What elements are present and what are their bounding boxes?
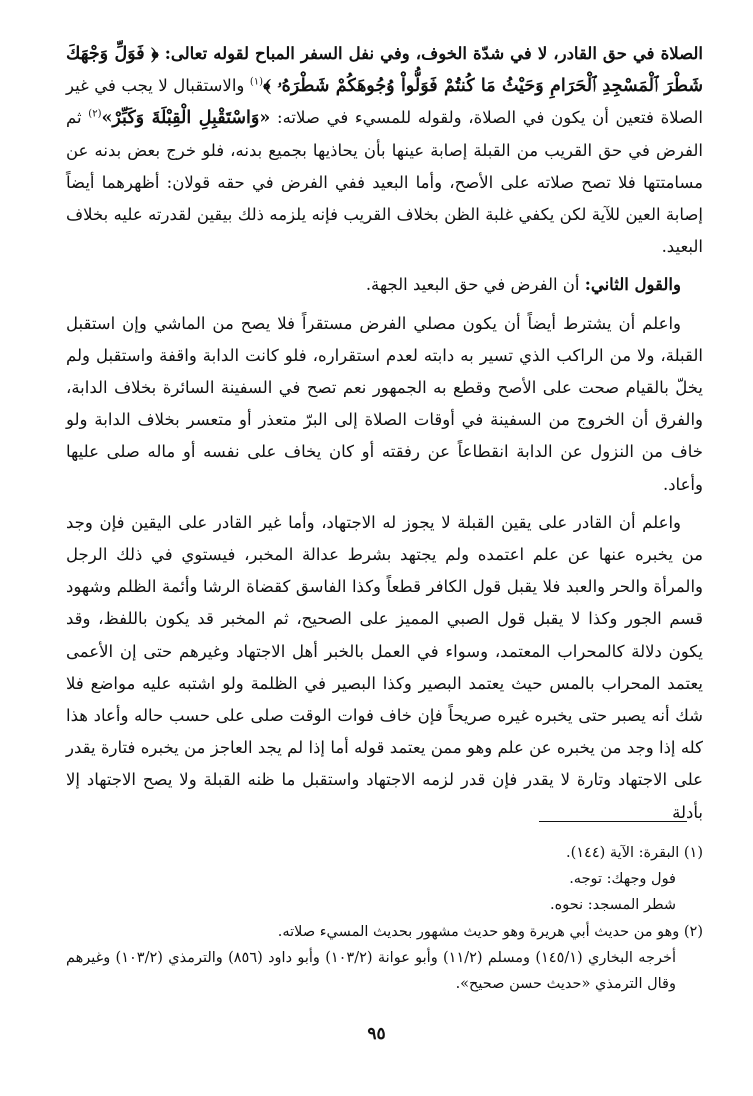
p1-sentence-2: والاستقبال لا يجب في غير الصلاة فتعين أن يكون في الصلاة، ولقوله للمسيء في صلاته: (66, 76, 703, 128)
p1-sentence-1: الصلاة في حق القادر، لا في شدّة الخوف، وفي نفل السفر المباح لقوله تعالى: (158, 44, 703, 63)
second-opinion-text: أن الفرض في حق البعيد الجهة. (365, 275, 585, 295)
paragraph-3: واعلم أن يشترط أيضاً أن يكون مصلي الفرض مستقراً فلا يصح من الماشي وإن استقبل القبلة، ولا من الراكب الذي تسير به دابته لعدم استقراره، فلو كانت الدابة واقفة واستقبل ولم يخلّ بالقيام صحت على الأصح وقطع به الجمهور نعم تصح في السفينة السائرة بخلاف الدابة، والفرق أن الخروج من السفينة في أوقات الصلاة إلى البرّ متعذر أو متعسر بخلاف الدابة ولو خاف من النزول عن الدابة انقطاعاً عن رفقته أو كان يخاف على نفسه أو ماله صلى عليها وأعاد. (66, 313, 703, 494)
main-text (66, 38, 703, 835)
second-opinion-label: والقول الثاني: (584, 275, 681, 295)
paragraph-2 (66, 269, 703, 301)
footnote-ref-1: (١) (249, 76, 264, 88)
footnote-2: (٢) وهو من حديث أبي هريرة وهو حديث مشهور بحديث المسيء صلاته. (277, 923, 703, 940)
paragraph-1 (66, 38, 703, 263)
paragraph-4: واعلم أن القادر على يقين القبلة لا يجوز له الاجتهاد، وأما غير القادر على اليقين فإن وجد من يخبره عنها عن علم اعتمده ولم يجتهد بشرط عدالة المخبر، فيستوي في ذلك الرجل والمرأة والحر والعبد فلا يقبل قول الكافر قطعاً وكذا الفاسق كقضاة الرشا وأئمة الظلم وشهود قسم الجور وكذا لا يقبل قول الصبي المميز على الصحيح، ثم المخبر قد يكون باللفظ، وقد يكون دلالة كالمحراب المعتمد، وسواء في العمل بالخبر أهل الاجتهاد وغيرهم حتى إن الأعمى يعتمد المحراب بالمس حيث يعتمد البصير وكذا البصير في الظلمة ولو اشتبه عليه مواضع فلا شك أنه يصبر حتى يخبره غيره صريحاً فإن خاف فوات الوقت صلى على حسب حاله وأعاد هذا كله إذا وجد من يخبره عن علم وهو ممن يعتمد قوله أما إذا لم يجد العاجز من يخبره فتارة يقدر على الاجتهاد وتارة لا يقدر فإن قدر لزمه الاجتهاد واستقبل ما ظنه القبلة ولا يصح الاجتهاد إلا بأدلة (66, 512, 703, 822)
footnote-1-gloss-1: فول وجهك: توجه. (569, 871, 676, 888)
hadith-quote: «وَاسْتَقْبِلِ الْقِبْلَةَ وَكَبِّرْ» (101, 108, 271, 129)
page-number: ٩٥ (367, 1024, 386, 1044)
footnote-1-gloss-2: شطر المسجد: نحوه. (550, 897, 676, 914)
footnote-separator (539, 821, 687, 822)
footnote-2-sources: أخرجه البخاري (١٤٥/١) ومسلم (١١/٢) وأبو عوانة (١٠٣/٢) وأبو داود (٨٥٦) والترمذي (١٠٣/٢) وغيرهم وقال الترمذي «حديث حسن صحيح». (66, 949, 676, 993)
quran-verse: ﴿ فَوَلِّ وَجْهَكَ شَطْرَ ٱلْمَسْجِدِ ٱلْحَرَامِ وَحَيْثُ مَا كُنتُمْ فَوَلُّواْ وُجُوهَكُمْ شَطْرَهُۥ ﴾ (66, 44, 703, 97)
footnotes (66, 840, 703, 997)
p1-sentence-3: ثم الفرض في حق القريب من القبلة إصابة عينها بأن يحاذيها بجميع بدنه، فلو خرج بعض بدنه عن مسامتتها فلا تصح صلاته على الأصح، وأما البعيد ففي الفرض في حقه قولان: أظهرهما أيضاً إصابة العين للآية لكن يكفي غلبة الظن بخلاف القريب فإنه يلزمه ذلك بيقين لقدرته عليه بخلاف البعيد. (66, 108, 703, 257)
footnote-1: (١) البقرة: الآية (١٤٤). (565, 845, 703, 861)
footnote-ref-2: (٢) (88, 108, 102, 120)
